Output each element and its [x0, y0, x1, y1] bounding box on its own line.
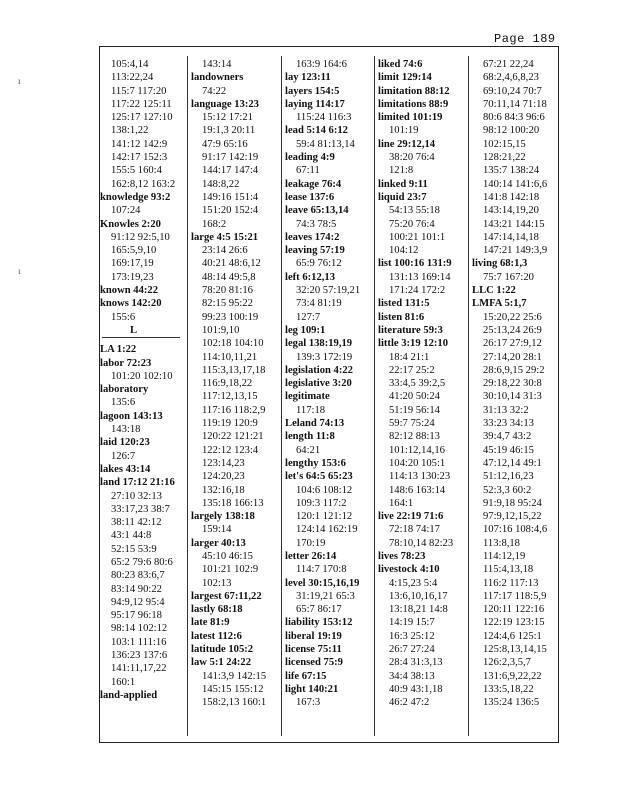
index-locator-line: 119:19 120:9 [202, 418, 258, 430]
index-locator-line: 105:4,14 [111, 59, 149, 70]
index-locator-line: 69:10,24 70:7 [483, 85, 542, 97]
index-locator-line: 109:3 117:2 [296, 497, 347, 509]
index-locator-line: 120:22 121:21 [202, 431, 264, 443]
index-locator-line: 136:23 137:6 [111, 650, 168, 662]
index-locator-line: 155:6 [111, 311, 136, 323]
index-headword: list 100:16 131:9 [378, 258, 452, 270]
index-locator-line: 125:8,13,14,15 [483, 644, 547, 656]
index-locator-line: 52:15 53:9 [111, 543, 157, 555]
index-locator-line: 30:10,14 31:3 [483, 391, 542, 403]
index-headword: law 5:1 24:22 [191, 657, 252, 669]
index-locator-line: 170:19 [296, 537, 326, 549]
index-headword: lives 78:23 [378, 550, 426, 562]
index-locator-line: 67:21 22,24 [483, 59, 534, 70]
index-headword: limitation 88:12 [378, 85, 450, 97]
index-locator-line: 72:18 74:17 [389, 524, 440, 536]
index-locator-line: 13:18,21 14:8 [389, 604, 448, 616]
margin-mark: ı [18, 266, 21, 276]
index-locator-line: 104:12 [389, 245, 419, 257]
index-locator-line: 91:17 142:19 [202, 152, 259, 164]
index-locator-line: 169:17,19 [111, 258, 154, 270]
index-headword: Leland 74:13 [285, 418, 345, 430]
index-headword: little 3:19 12:10 [378, 338, 449, 350]
index-locator-line: 95:17 96:18 [111, 610, 162, 622]
index-locator-line: 102:18 104:10 [202, 338, 264, 350]
index-headword: laid 120:23 [100, 437, 150, 449]
index-headword: letter 26:14 [285, 550, 337, 562]
index-locator-line: 117:16 118:2,9 [202, 404, 266, 416]
index-locator-line: 28:6,9,15 29:2 [483, 364, 545, 376]
index-headword: line 29:12,14 [378, 138, 436, 150]
index-locator-line: 125:17 127:10 [111, 112, 173, 124]
index-locator-line: 101:12,14,16 [389, 444, 445, 456]
index-locator-line: 68:2,4,6,8,23 [483, 72, 539, 84]
index-locator-line: 135:18 166:13 [202, 497, 264, 509]
index-locator-line: 15:12 17:21 [202, 112, 253, 124]
index-locator-line: 16:3 25:12 [389, 630, 435, 642]
index-locator-line: 100:21 101:1 [389, 231, 446, 243]
index-headword: legitimate [285, 391, 330, 403]
index-locator-line: 165:5,9,10 [111, 245, 157, 257]
index-locator-line: 102:15,15 [483, 138, 526, 150]
index-locator-line: 54:13 55:18 [389, 205, 440, 217]
index-locator-line: 51:19 56:14 [389, 404, 440, 416]
section-letter: L [130, 324, 138, 336]
page-number: Page 189 [494, 32, 556, 46]
index-locator-line: 107:16 108:4,6 [483, 524, 548, 536]
index-headword: listen 81:6 [378, 311, 425, 323]
index-locator-line: 25:13,24 26:9 [483, 324, 542, 336]
index-locator-line: 143:14,19,20 [483, 205, 539, 217]
index-locator-line: 34:4 38:13 [389, 670, 435, 682]
index-locator-line: 43:1 44:8 [111, 530, 152, 542]
index-headword: legal 138:19,19 [285, 338, 353, 350]
index-locator-line: 75:7 167:20 [483, 271, 534, 283]
index-locator-line: 145:15 155:12 [202, 683, 264, 695]
index-locator-line: 18:4 21:1 [389, 351, 430, 363]
index-column-5 [472, 58, 560, 710]
index-locator-line: 124:20,23 [202, 471, 245, 483]
index-headword: left 6:12,13 [285, 271, 336, 283]
index-locator-line: 91:12 92:5,10 [111, 231, 170, 243]
index-headword: largely 138:18 [191, 511, 255, 523]
index-locator-line: 83:14 90:22 [111, 583, 162, 595]
index-locator-line: 127:7 [296, 311, 321, 323]
index-locator-line: 135:24 136:5 [483, 697, 540, 709]
index-locator-line: 143:18 [111, 424, 141, 436]
index-headword: land-applied [100, 689, 158, 701]
index-locator-line: 142:17 152:3 [111, 152, 168, 164]
index-locator-line: 101:19 [389, 125, 419, 137]
index-locator-line: 41:20 50:24 [389, 391, 440, 403]
index-locator-line: 40:21 48:6,12 [202, 258, 261, 270]
index-headword: laboratory [100, 384, 149, 396]
index-headword: leaving 57:19 [285, 245, 345, 257]
index-locator-line: 167:3 [296, 697, 321, 709]
index-headword: lakes 43:14 [100, 463, 151, 475]
index-locator-line: 80:6 84:3 96:6 [483, 112, 545, 124]
index-locator-line: 14:19 15:7 [389, 617, 435, 629]
index-locator-line: 149:16 151:4 [202, 191, 259, 203]
index-locator-line: 67:11 [296, 165, 320, 177]
index-locator-line: 122:12 123:4 [202, 444, 259, 456]
index-column-2 [191, 58, 279, 710]
index-headword: liquid 23:7 [378, 191, 427, 203]
index-locator-line: 65:2 79:6 80:6 [111, 556, 173, 568]
index-locator-line: 164:1 [389, 497, 414, 509]
index-headword: laying 114:17 [285, 98, 345, 110]
index-column-1 [100, 58, 186, 702]
index-locator-line: 117:12,13,15 [202, 391, 258, 403]
index-locator-line: 155:5 160:4 [111, 165, 162, 177]
index-headword: legislative 3:20 [285, 378, 352, 390]
index-locator-line: 22:17 25:2 [389, 364, 435, 376]
index-locator-line: 70:11,14 71:18 [483, 98, 547, 110]
index-locator-line: 138:1,22 [111, 125, 149, 137]
index-locator-line: 160:1 [111, 676, 136, 688]
index-locator-line: 131:6,9,22,22 [483, 670, 542, 682]
index-headword: land 17:12 21:16 [100, 477, 175, 489]
margin-mark: ı [18, 76, 21, 86]
index-locator-line: 29:18,22 30:8 [483, 378, 542, 390]
index-headword: knows 142:20 [100, 298, 162, 310]
index-locator-line: 151:20 152:4 [202, 205, 259, 217]
index-locator-line: 78:10,14 82:23 [389, 537, 454, 549]
index-locator-line: 115:7 117:20 [111, 85, 167, 97]
index-locator-line: 26:17 27:9,12 [483, 338, 542, 350]
index-headword: lease 137:6 [285, 191, 335, 203]
index-locator-line: 26:7 27:24 [389, 644, 435, 656]
index-locator-line: 74:3 78:5 [296, 218, 337, 230]
index-locator-line: 162:8,12 163:2 [111, 178, 176, 190]
index-locator-line: 101:21 102:9 [202, 564, 259, 576]
index-headword: lagoon 143:13 [100, 410, 163, 422]
index-headword: late 81:9 [191, 617, 230, 629]
index-locator-line: 32:20 57:19,21 [296, 285, 361, 297]
index-locator-line: 148:8,22 [202, 178, 240, 190]
index-headword: lastly 68:18 [191, 604, 243, 616]
index-locator-line: 33:23 34:13 [483, 418, 534, 430]
index-headword: liberal 19:19 [285, 630, 342, 642]
index-headword: lead 5:14 6:12 [285, 125, 348, 137]
index-headword: large 4:5 15:21 [191, 231, 259, 243]
index-locator-line: 158:2,13 160:1 [202, 697, 267, 709]
index-locator-line: 131:13 169:14 [389, 271, 451, 283]
index-locator-line: 123:14,23 [202, 457, 245, 469]
index-locator-line: 143:14 [202, 59, 232, 70]
index-locator-line: 117:18 [296, 404, 326, 416]
index-headword: Knowles 2:20 [100, 218, 161, 230]
index-locator-line: 4:15,23 5:4 [389, 577, 438, 589]
index-locator-line: 38:11 42:12 [111, 517, 162, 529]
index-locator-line: 124:14 162:19 [296, 524, 358, 536]
index-locator-line: 80:23 83:6,7 [111, 570, 165, 582]
index-locator-line: 139:3 172:19 [296, 351, 353, 363]
index-locator-line: 47:12,14 49:1 [483, 457, 542, 469]
index-locator-line: 59:7 75:24 [389, 418, 435, 430]
index-headword: leading 4:9 [285, 152, 335, 164]
index-headword: listed 131:5 [378, 298, 430, 310]
index-locator-line: 143:21 144:15 [483, 218, 545, 230]
index-locator-line: 168:2 [202, 218, 227, 230]
index-headword: living 68:1,3 [472, 258, 528, 270]
index-locator-line: 115:3,13,17,18 [202, 364, 266, 376]
index-locator-line: 116:9,18,22 [202, 378, 253, 390]
index-locator-line: 19:1,3 20:11 [202, 125, 256, 137]
index-headword: let's 64:5 65:23 [285, 471, 353, 483]
index-headword: landowners [191, 72, 244, 84]
index-locator-line: 141:12 142:9 [111, 138, 168, 150]
index-headword: LLC 1:22 [472, 285, 516, 297]
index-locator-line: 114:10,11,21 [202, 351, 258, 363]
index-locator-line: 135:7 138:24 [483, 165, 540, 177]
index-headword: known 44:22 [100, 285, 158, 297]
index-locator-line: 13:6,10,16,17 [389, 590, 448, 602]
index-locator-line: 82:15 95:22 [202, 298, 253, 310]
index-locator-line: 115:4,13,18 [483, 564, 534, 576]
index-headword: LMFA 5:1,7 [472, 298, 527, 310]
index-locator-line: 140:14 141:6,6 [483, 178, 548, 190]
index-headword: license 75:11 [285, 644, 342, 656]
index-locator-line: 159:14 [202, 524, 232, 536]
index-column-4 [378, 58, 466, 710]
index-headword: latest 112:6 [191, 630, 242, 642]
index-locator-line: 38:20 76:4 [389, 152, 435, 164]
index-locator-line: 91:9,18 95:24 [483, 497, 542, 509]
index-headword: latitude 105:2 [191, 644, 254, 656]
index-headword: live 22:19 71:6 [378, 511, 444, 523]
index-locator-line: 117:22 125:11 [111, 98, 172, 110]
index-locator-line: 114:13 130:23 [389, 471, 451, 483]
index-locator-line: 135:6 [111, 397, 136, 409]
index-locator-line: 148:6 163:14 [389, 484, 446, 496]
index-locator-line: 141:11,17,22 [111, 663, 167, 675]
index-locator-line: 128:21,22 [483, 152, 526, 164]
index-locator-line: 47:9 65:16 [202, 138, 248, 150]
index-headword: limited 101:19 [378, 112, 443, 124]
index-locator-line: 59:4 81:13,14 [296, 138, 355, 150]
index-headword: labor 72:23 [100, 357, 152, 369]
index-locator-line: 133:5,18,22 [483, 683, 534, 695]
index-locator-line: 141:8 142:18 [483, 191, 540, 203]
index-locator-line: 98:12 100:20 [483, 125, 540, 137]
index-locator-line: 33:4,5 39:2,5 [389, 378, 446, 390]
index-locator-line: 39:4,7 43:2 [483, 431, 532, 443]
index-headword: licensed 75:9 [285, 657, 343, 669]
index-locator-line: 98:14 102:12 [111, 623, 168, 635]
index-headword: literature 59:3 [378, 324, 443, 336]
index-locator-line: 141:3,9 142:15 [202, 670, 267, 682]
index-locator-line: 33:17,23 38:7 [111, 503, 170, 515]
index-locator-line: 31:19,21 65:3 [296, 590, 355, 602]
index-headword: leaves 174:2 [285, 231, 340, 243]
index-headword: leave 65:13,14 [285, 205, 349, 217]
index-headword: language 13:23 [191, 98, 259, 110]
index-locator-line: 94:9,12 95:4 [111, 596, 165, 608]
index-locator-line: 45:19 46:15 [483, 444, 534, 456]
index-headword: limit 129:14 [378, 72, 432, 84]
index-headword: knowledge 93:2 [100, 191, 171, 203]
index-locator-line: 65:9 76:12 [296, 258, 342, 270]
index-headword: liked 74:6 [378, 59, 423, 70]
index-headword: leg 109:1 [285, 324, 326, 336]
index-locator-line: 52:3,3 60:2 [483, 484, 532, 496]
index-locator-line: 74:22 [202, 85, 227, 97]
index-locator-line: 27:14,20 28:1 [483, 351, 542, 363]
index-locator-line: 120:1 121:12 [296, 511, 353, 523]
index-headword: limitations 88:9 [378, 98, 449, 110]
index-locator-line: 45:10 46:15 [202, 550, 253, 562]
index-headword: livestock 4:10 [378, 564, 440, 576]
index-headword: LA 1:22 [100, 344, 137, 356]
index-headword: lengthy 153:6 [285, 457, 346, 469]
index-locator-line: 147:21 149:3,9 [483, 245, 548, 257]
index-locator-line: 113:22,24 [111, 72, 154, 84]
index-locator-line: 73:4 81:19 [296, 298, 342, 310]
column-divider [187, 56, 188, 736]
column-divider [281, 56, 282, 736]
index-locator-line: 114:7 170:8 [296, 564, 347, 576]
index-locator-line: 51:12,16,23 [483, 471, 534, 483]
index-locator-line: 48:14 49:5,8 [202, 271, 256, 283]
index-locator-line: 75:20 76:4 [389, 218, 435, 230]
index-locator-line: 64:21 [296, 444, 321, 456]
index-locator-line: 113:8,18 [483, 537, 520, 549]
index-locator-line: 31:13 32:2 [483, 404, 529, 416]
index-headword: linked 9:11 [378, 178, 428, 190]
index-locator-line: 116:2 117:13 [483, 577, 539, 589]
index-locator-line: 173:19,23 [111, 271, 154, 283]
index-locator-line: 102:13 [202, 577, 232, 589]
index-headword: level 30:15,16,19 [285, 577, 360, 589]
index-locator-line: 28:4 31:3,13 [389, 657, 443, 669]
index-locator-line: 163:9 164:6 [296, 59, 347, 70]
index-locator-line: 15:20,22 25:6 [483, 311, 542, 323]
index-headword: lay 123:11 [285, 72, 331, 84]
index-locator-line: 101:9,10 [202, 324, 240, 336]
index-headword: legislation 4:22 [285, 364, 353, 376]
index-locator-line: 117:17 118:5,9 [483, 590, 547, 602]
index-locator-line: 104:6 108:12 [296, 484, 353, 496]
index-locator-line: 120:11 122:16 [483, 604, 545, 616]
index-locator-line: 82:12 88:13 [389, 431, 440, 443]
index-locator-line: 114:12,19 [483, 550, 526, 562]
index-locator-line: 171:24 172:2 [389, 285, 446, 297]
index-locator-line: 99:23 100:19 [202, 311, 259, 323]
index-headword: liability 153:12 [285, 617, 353, 629]
index-locator-line: 122:19 123:15 [483, 617, 545, 629]
index-locator-line: 126:2,3,5,7 [483, 657, 531, 669]
index-locator-line: 78:20 81:16 [202, 285, 253, 297]
index-locator-line: 126:7 [111, 450, 136, 462]
index-column-3 [285, 58, 373, 710]
index-locator-line: 121:8 [389, 165, 414, 177]
index-locator-line: 65:7 86:17 [296, 604, 342, 616]
index-headword: life 67:15 [285, 670, 327, 682]
index-locator-line: 103:1 111:16 [111, 636, 167, 648]
index-headword: larger 40:13 [191, 537, 246, 549]
index-locator-line: 147:14,14,18 [483, 231, 539, 243]
index-locator-line: 27:10 32:13 [111, 490, 162, 502]
section-rule-line [102, 337, 180, 338]
index-locator-line: 132:16,18 [202, 484, 245, 496]
index-locator-line: 101:20 102:10 [111, 370, 173, 382]
index-locator-line: 115:24 116:3 [296, 112, 352, 124]
index-headword: light 140:21 [285, 683, 339, 695]
index-locator-line: 40:9 43:1,18 [389, 683, 443, 695]
index-locator-line: 107:24 [111, 205, 141, 217]
column-divider [468, 56, 469, 736]
index-locator-line: 97:9,12,15,22 [483, 511, 542, 523]
column-divider [374, 56, 375, 736]
index-headword: length 11:8 [285, 431, 335, 443]
index-locator-line: 124:4,6 125:1 [483, 630, 542, 642]
index-headword: largest 67:11,22 [191, 590, 262, 602]
index-locator-line: 23:14 26:6 [202, 245, 248, 257]
index-headword: leakage 76:4 [285, 178, 342, 190]
index-locator-line: 46:2 47:2 [389, 697, 430, 709]
index-locator-line: 104:20 105:1 [389, 457, 446, 469]
index-headword: layers 154:5 [285, 85, 340, 97]
index-locator-line: 144:17 147:4 [202, 165, 259, 177]
